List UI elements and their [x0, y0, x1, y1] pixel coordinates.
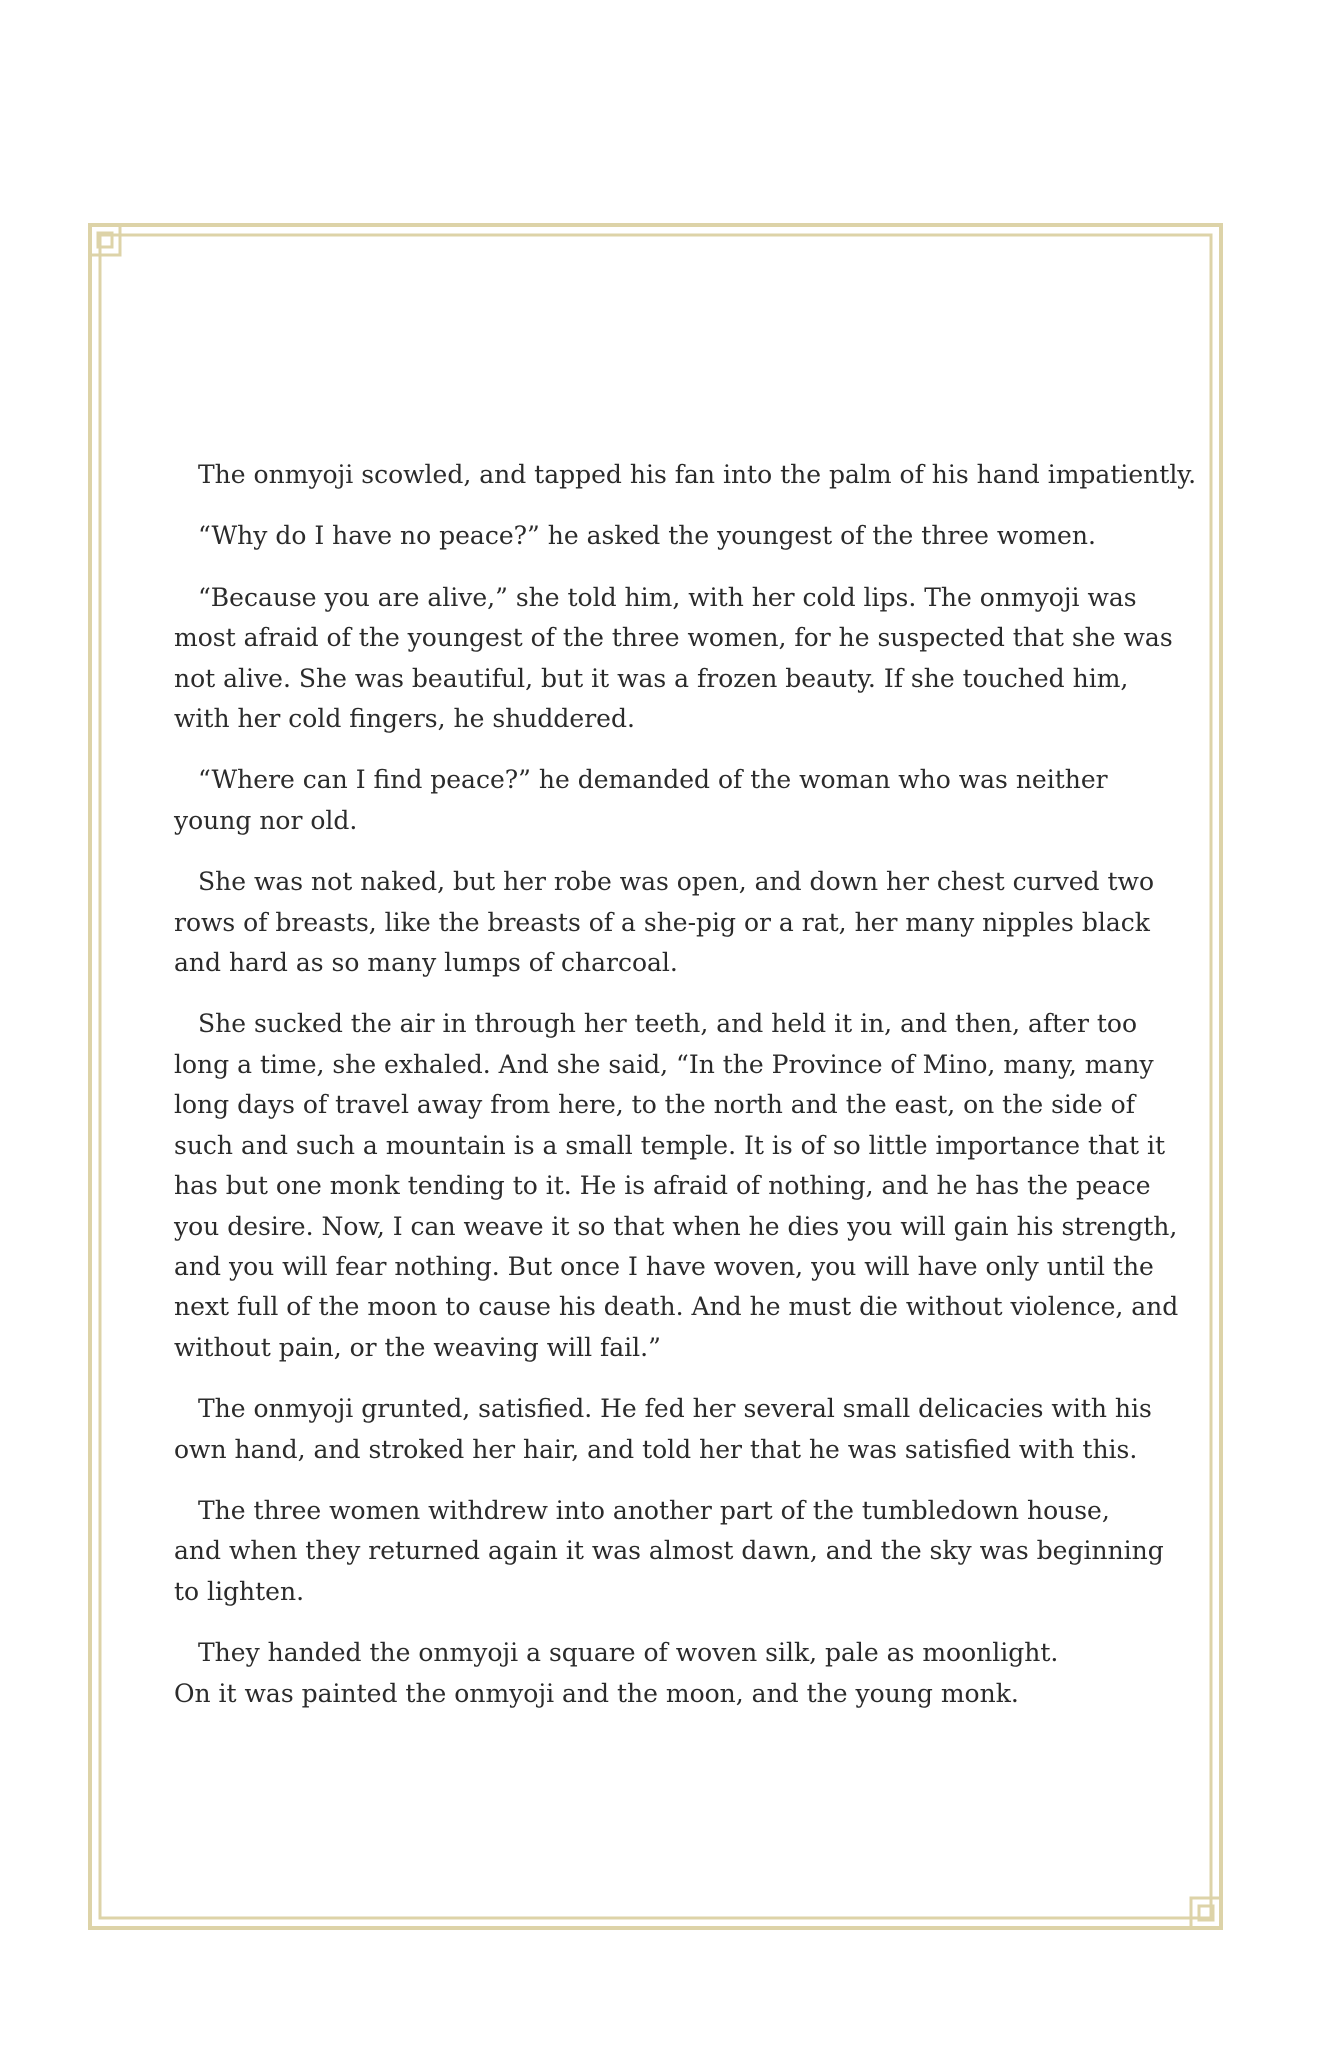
text-line: with her cold fingers, he shuddered. [174, 704, 635, 734]
text-line: On it was painted the onmyoji and the moon, and the young monk. [174, 1678, 1019, 1708]
paragraph [174, 516, 1154, 556]
text-line: to lighten. [174, 1576, 305, 1606]
text-line: and hard as so many lumps of charcoal. [174, 948, 678, 978]
text-line: not alive. She was beautiful, but it was a frozen beauty. If she touched him, [174, 663, 1129, 693]
paragraph [174, 1491, 1164, 1612]
text-line: has but one monk tending to it. He is afraid of nothing, and he has the peace [174, 1171, 1151, 1201]
paragraph [174, 1389, 1154, 1470]
text-line: most afraid of the youngest of the three women, for he suspected that she was [174, 623, 1173, 653]
text-line: The three women withdrew into another part of the tumbledown house, [198, 1495, 1110, 1525]
text-line: you desire. Now, I can weave it so that when he dies you will gain his strength, [174, 1211, 1178, 1241]
paragraph [174, 1004, 1179, 1368]
paragraph [174, 760, 1154, 841]
text-line: young nor old. [174, 805, 358, 835]
text-line: next full of the moon to cause his death. And he must die without violence, and [174, 1292, 1179, 1322]
text-line: “Because you are alive,” she told him, with her cold lips. The onmyoji was [198, 582, 1137, 612]
corner-ornament-top-left [90, 225, 120, 255]
text-line: and you will fear nothing. But once I have woven, you will have only until the [174, 1251, 1154, 1281]
text-line: such and such a mountain is a small temple. It is of so little importance that it [174, 1130, 1166, 1160]
text-line: rows of breasts, like the breasts of a she-pig or a rat, her many nipples black [174, 907, 1150, 937]
story-text [174, 455, 1197, 1735]
paragraph [174, 578, 1173, 740]
text-line: “Why do I have no peace?” he asked the youngest of the three women. [198, 521, 1096, 551]
text-line: The onmyoji scowled, and tapped his fan into the palm of his hand impatiently. [198, 460, 1197, 489]
text-line: long days of travel away from here, to the north and the east, on the side of [174, 1090, 1135, 1120]
text-line: She was not naked, but her robe was open, and down her chest curved two [198, 867, 1154, 897]
text-line: without pain, or the weaving will fail.” [174, 1332, 661, 1362]
corner-ornament-bottom-right [1191, 1898, 1221, 1928]
text-line: long a time, she exhaled. And she said, “In the Province of Mino, many, many [174, 1049, 1154, 1079]
text-line: own hand, and stroked her hair, and told her that he was satisfied with this. [174, 1434, 1138, 1464]
paragraph [174, 1633, 1154, 1714]
text-line: They handed the onmyoji a square of woven silk, pale as moonlight. [198, 1638, 1059, 1668]
text-line: She sucked the air in through her teeth, and held it in, and then, after too [198, 1009, 1138, 1039]
text-line: The onmyoji grunted, satisfied. He fed her several small delicacies with his [198, 1394, 1152, 1424]
paragraph [174, 862, 1154, 983]
text-line: “Where can I find peace?” he demanded of the woman who was neither [198, 765, 1108, 795]
text-line: and when they returned again it was almost dawn, and the sky was beginning [174, 1536, 1164, 1566]
paragraph [174, 455, 1197, 495]
